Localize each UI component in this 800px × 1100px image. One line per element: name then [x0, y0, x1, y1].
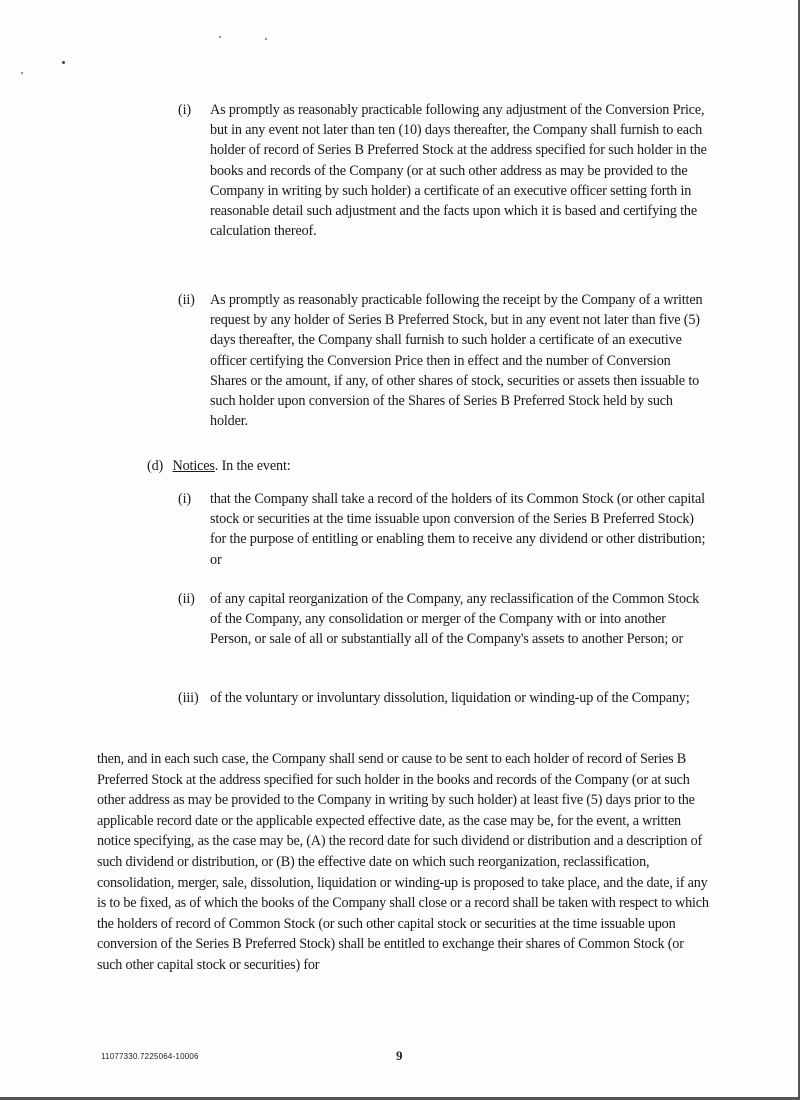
- clause-number: (iii): [178, 690, 199, 706]
- clause-text: As promptly as reasonably practicable following the receipt by the Company of a written request by any holder of Series B Preferred Stock, but in any event not later than five (5) days thereafter, the Company shall furnish to such holder a certificate of an executive officer certifying the Conversion Price then in effect and the number of Conversion Shares or the amount, if any, of other shares of stock, securities or assets then issuable to such holder upon conversion of the Shares of Series B Preferred Stock held by such holder.: [210, 292, 703, 430]
- page-number: 9: [396, 1048, 403, 1063]
- clause-d-ii: [178, 589, 708, 650]
- clause-c-ii: [178, 290, 708, 431]
- closing-paragraph: then, and in each such case, the Company shall send or cause to be sent to each holder of record of Series B Preferred Stock at the address specified for such holder in the books and records of the Company (or at such other address as may be provided to the Company in writing by such holder) at least five (5) days prior to the applicable record date or the applicable expected effective date, as the case may be, for the event, a written notice specifying, as the case may be, (A) the record date for such dividend or distribution and a description of such dividend or distribution, or (B) the effective date on which such reorganization, reclassification, consolidation, merger, sale, dissolution, liquidation or winding-up is proposed to take place, and the date, if any is to be fixed, as of which the books of the Company shall close or a record shall be taken with respect to which the holders of record of Common Stock (or such other capital stock or securities at the time issuable upon conversion of the Series B Preferred Stock) shall be entitled to exchange their shares of Common Stock (or such other capital stock or securities) for: [97, 751, 709, 973]
- scan-speck: [62, 61, 65, 64]
- scan-speck: [21, 72, 23, 74]
- section-number: (d): [147, 458, 164, 474]
- section-d-heading: [147, 456, 707, 476]
- scan-speck: [265, 38, 267, 40]
- clause-number: (ii): [178, 591, 195, 607]
- clause-text: of the voluntary or involuntary dissolution, liquidation or winding-up of the Company;: [210, 690, 690, 706]
- clause-number: (i): [178, 491, 191, 507]
- section-title: Notices: [172, 458, 215, 474]
- document-id: 11077330.7225064-10006: [101, 1052, 199, 1061]
- clause-text: As promptly as reasonably practicable following any adjustment of the Conversion Price, but in any event not later than ten (10) days thereafter, the Company shall furnish to each holder of record of Series B Preferred Stock at the address specified for such holder in the books and records of the Company (or at such other address as may be provided to the Company in writing by such holder) a certificate of an executive officer setting forth in reasonable detail such adjustment and the facts upon which it is based and certifying the calculation thereof.: [210, 102, 707, 240]
- clause-text: that the Company shall take a record of the holders of its Common Stock (or other capital stock or securities at the time issuable upon conversion of the Series B Preferred Stock) for the purpose of entitling or enabling them to receive any dividend or other distribution; or: [210, 491, 706, 568]
- clause-d-iii: [178, 688, 708, 708]
- clause-number: (i): [178, 102, 191, 118]
- clause-c-i: [178, 100, 708, 241]
- clause-d-i: [178, 489, 708, 570]
- clause-text: of any capital reorganization of the Company, any reclassification of the Common Stock of the Company, any consolidation or merger of the Company with or into another Person, or sale of all or substantially all of the Company's assets to another Person; or: [210, 591, 700, 648]
- clause-number: (ii): [178, 292, 195, 308]
- section-intro: . In the event:: [214, 458, 291, 474]
- scan-speck: [219, 36, 221, 38]
